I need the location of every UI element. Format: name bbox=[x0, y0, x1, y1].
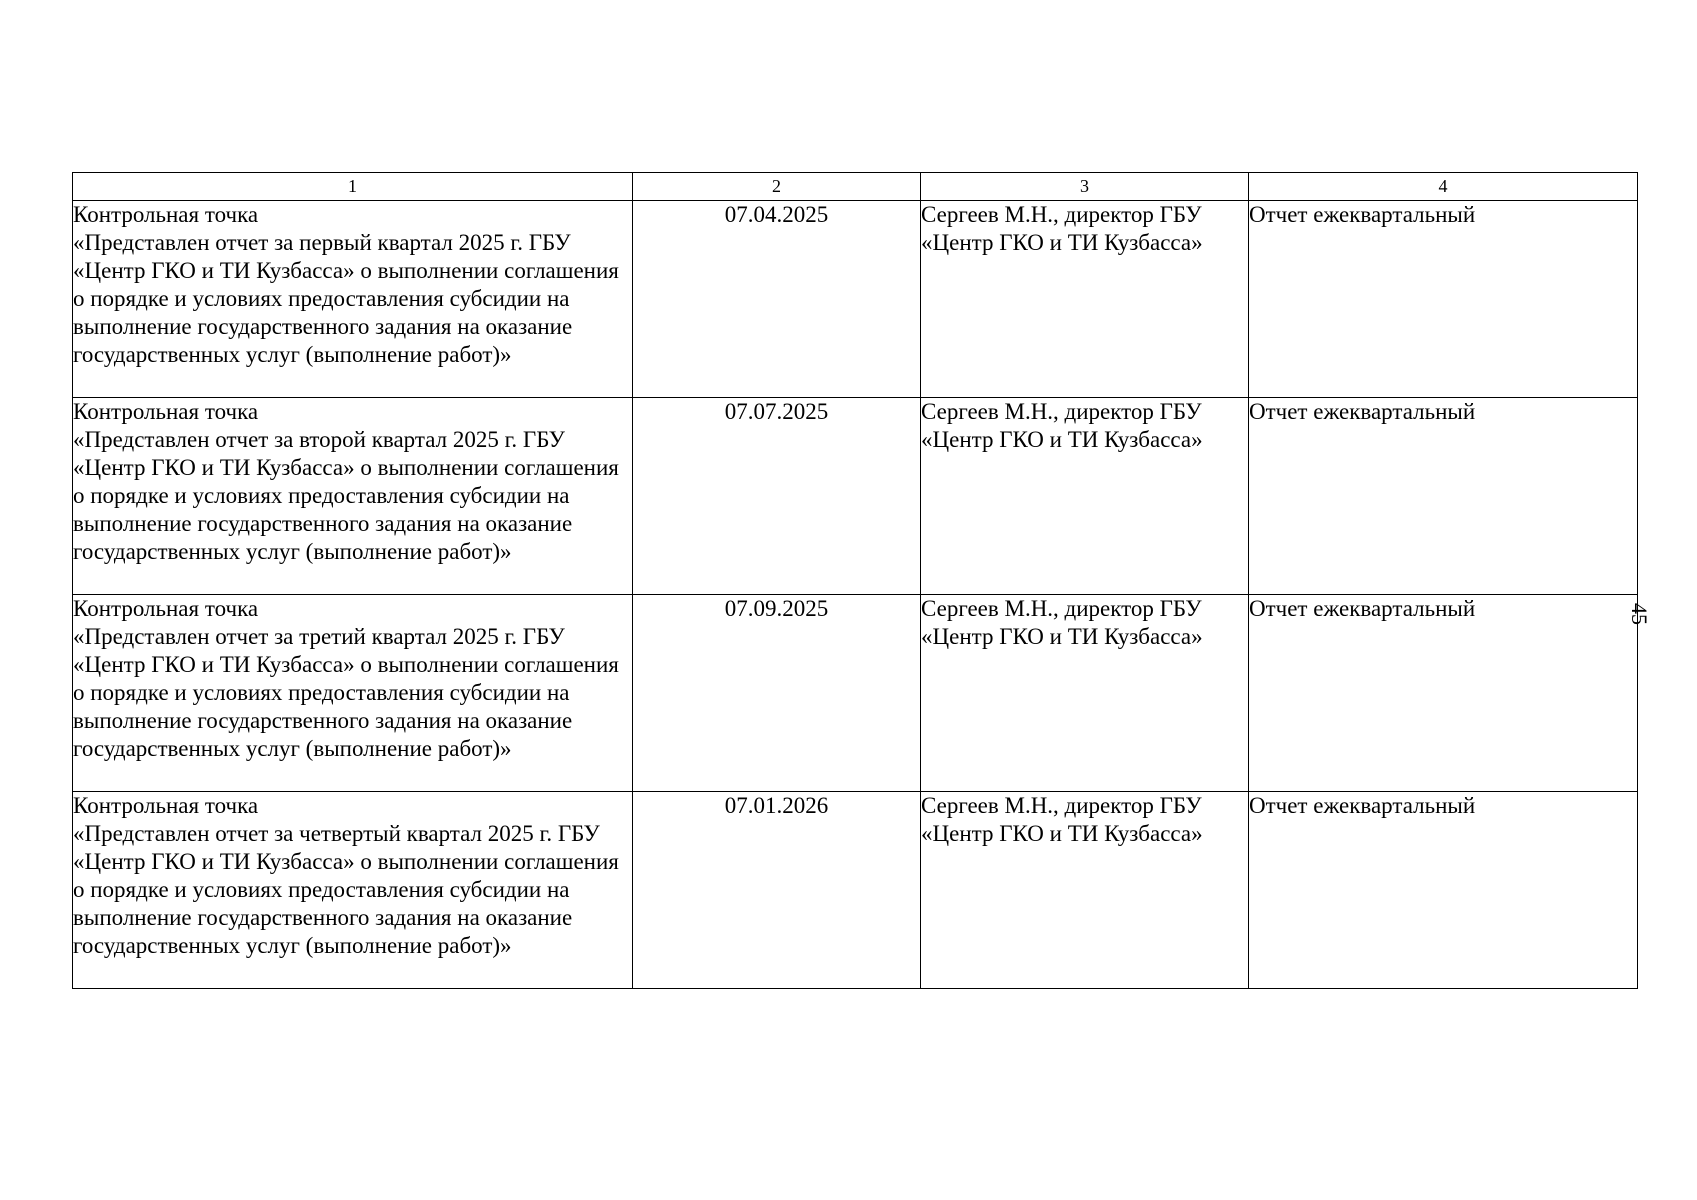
control-point-title: Контрольная точка bbox=[73, 202, 259, 227]
responsible-cell: Сергеев М.Н., директор ГБУ «Центр ГКО и ТИ Кузбасса» bbox=[921, 595, 1249, 792]
control-point-text: «Представлен отчет за четвертый квартал 2025 г. ГБУ «Центр ГКО и ТИ Кузбасса» о выполнении соглашения о порядке и условиях предоставления субсидии на выполнение государственного задания на оказание государственных услуг (выполнение работ)» bbox=[73, 821, 619, 958]
date-cell: 07.09.2025 bbox=[633, 595, 921, 792]
control-point-cell bbox=[73, 595, 633, 792]
responsible-cell: Сергеев М.Н., директор ГБУ «Центр ГКО и ТИ Кузбасса» bbox=[921, 792, 1249, 989]
control-point-text: «Представлен отчет за третий квартал 2025 г. ГБУ «Центр ГКО и ТИ Кузбасса» о выполнении соглашения о порядке и условиях предоставления субсидии на выполнение государственного задания на оказание государственных услуг (выполнение работ)» bbox=[73, 624, 619, 761]
table-row bbox=[73, 595, 1638, 792]
date-cell: 07.01.2026 bbox=[633, 792, 921, 989]
control-point-title: Контрольная точка bbox=[73, 399, 259, 424]
table-row bbox=[73, 792, 1638, 989]
document-type-cell: Отчет ежеквартальный bbox=[1249, 792, 1638, 989]
responsible-cell: Сергеев М.Н., директор ГБУ «Центр ГКО и ТИ Кузбасса» bbox=[921, 398, 1249, 595]
column-header-1: 1 bbox=[73, 173, 633, 201]
table-header-row bbox=[73, 173, 1638, 201]
control-point-cell bbox=[73, 792, 633, 989]
date-cell: 07.07.2025 bbox=[633, 398, 921, 595]
column-header-3: 3 bbox=[921, 173, 1249, 201]
document-type-cell: Отчет ежеквартальный bbox=[1249, 595, 1638, 792]
control-point-cell bbox=[73, 398, 633, 595]
date-cell: 07.04.2025 bbox=[633, 201, 921, 398]
page-number: 45 bbox=[1627, 603, 1652, 625]
control-point-title: Контрольная точка bbox=[73, 596, 259, 621]
control-point-text: «Представлен отчет за первый квартал 2025 г. ГБУ «Центр ГКО и ТИ Кузбасса» о выполнении соглашения о порядке и условиях предоставления субсидии на выполнение государственного задания на оказание государственных услуг (выполнение работ)» bbox=[73, 230, 619, 367]
table-row bbox=[73, 201, 1638, 398]
document-type-cell: Отчет ежеквартальный bbox=[1249, 398, 1638, 595]
control-points-table bbox=[72, 172, 1638, 989]
control-point-cell bbox=[73, 201, 633, 398]
control-point-text: «Представлен отчет за второй квартал 2025 г. ГБУ «Центр ГКО и ТИ Кузбасса» о выполнении соглашения о порядке и условиях предоставления субсидии на выполнение государственного задания на оказание государственных услуг (выполнение работ)» bbox=[73, 427, 619, 564]
control-point-title: Контрольная точка bbox=[73, 793, 259, 818]
column-header-2: 2 bbox=[633, 173, 921, 201]
responsible-cell: Сергеев М.Н., директор ГБУ «Центр ГКО и ТИ Кузбасса» bbox=[921, 201, 1249, 398]
table-row bbox=[73, 398, 1638, 595]
column-header-4: 4 bbox=[1249, 173, 1638, 201]
document-type-cell: Отчет ежеквартальный bbox=[1249, 201, 1638, 398]
